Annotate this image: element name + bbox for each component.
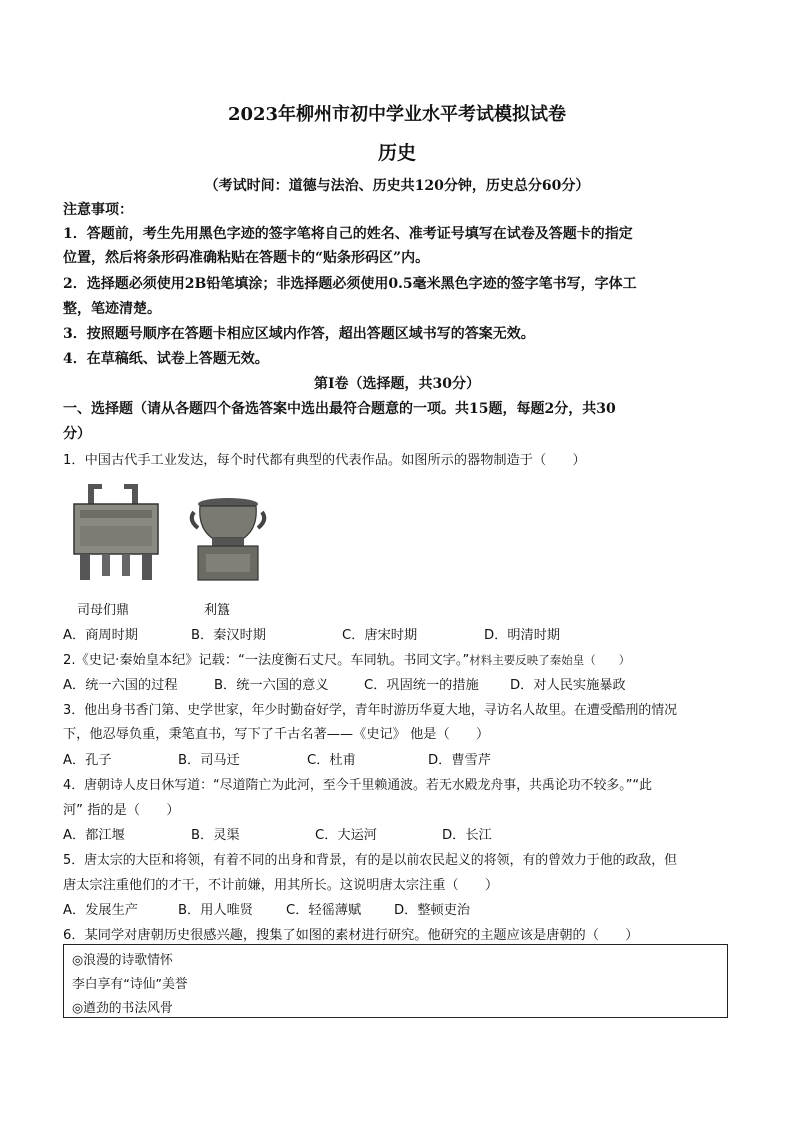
q3-option-d[interactable]: D．曹雪芹 — [428, 753, 491, 768]
caption-ding: 司母们鼎 — [77, 603, 130, 618]
q5-stem-line2: 唐太宗注重他们的才干，不计前嫌，用其所长。这说明唐太宗注重（ ） — [63, 878, 499, 893]
q4-option-c[interactable]: C．大运河 — [315, 828, 377, 843]
q3-stem-line1: 3．他出身书香门第、史学世家，年少时勤奋好学，青年时游历华夏大地，寻访名人故里。在遭受酷刑的情况 — [63, 703, 678, 718]
notice-line-4: 整，笔迹清楚。 — [63, 301, 161, 317]
notice-line-5: 3．按照题号顺序在答题卡相应区域内作答，超出答题区域书写的答案无效。 — [63, 326, 535, 342]
subject-title: 历史 — [377, 142, 416, 164]
q1-option-a[interactable]: A．商周时期 — [63, 628, 138, 643]
q2-option-d[interactable]: D．对人民实施暴政 — [510, 678, 626, 693]
q2-stem-main: 2.《史记·秦始皇本纪》记载：“一法度衡石丈尺。车同轨。书同文字。” — [63, 653, 470, 668]
caption-gui: 利簋 — [204, 603, 231, 618]
q5-stem-line1: 5．唐太宗的大臣和将领，有着不同的出身和背景，有的是以前农民起义的将领，有的曾效力于他的政敌，但 — [63, 853, 678, 868]
q6-stem: 6．某同学对唐朝历史很感兴趣，搜集了如图的素材进行研究。他研究的主题应该是唐朝的（ ） — [63, 928, 639, 943]
notice-line-6: 4．在草稿纸、试卷上答题无效。 — [63, 351, 269, 367]
q1-option-b[interactable]: B．秦汉时期 — [191, 628, 266, 643]
q3-option-b[interactable]: B．司马迁 — [178, 753, 240, 768]
q6-material-1: ◎浪漫的诗歌情怀 — [72, 953, 173, 968]
q1-option-c[interactable]: C．唐宋时期 — [342, 628, 418, 643]
q2-option-b[interactable]: B．统一六国的意义 — [214, 678, 329, 693]
q5-option-c[interactable]: C．轻徭薄赋 — [286, 903, 362, 918]
q6-material-2: 李白享有“诗仙”美誉 — [72, 977, 188, 992]
q5-option-b[interactable]: B．用人唯贤 — [178, 903, 253, 918]
q4-stem-line1: 4．唐朝诗人皮日休写道：“尽道隋亡为此河，至今千里赖通波。若无水殿龙舟事，共禹论功不较多。”“此 — [63, 778, 652, 793]
section-instruction-1: 一、选择题（请从各题四个备选答案中选出最符合题意的一项。共15题，每题2分，共30 — [63, 401, 616, 417]
notice-heading: 注意事项： — [63, 202, 133, 218]
q2-option-a[interactable]: A．统一六国的过程 — [63, 678, 178, 693]
q4-option-b[interactable]: B．灵渠 — [191, 828, 240, 843]
gui-vessel-image — [188, 494, 268, 582]
q3-option-c[interactable]: C．杜甫 — [307, 753, 356, 768]
q6-material-box — [63, 944, 728, 1018]
q1-option-d[interactable]: D．明清时期 — [484, 628, 561, 643]
q1-stem: 1．中国古代手工业发达，每个时代都有典型的代表作品。如图所示的器物制造于（ ） — [63, 453, 586, 468]
q2-stem — [63, 649, 630, 668]
q4-option-a[interactable]: A．都江堰 — [63, 828, 125, 843]
notice-line-2: 位置，然后将条形码准确粘贴在答题卡的“贴条形码区”内。 — [63, 250, 430, 266]
section-instruction-2: 分） — [63, 426, 91, 442]
q3-stem-line2: 下，他忍辱负重，秉笔直书，写下了千古名著——《史记》 他是（ ） — [63, 727, 490, 742]
q6-material-3: ◎遒劲的书法风骨 — [72, 1001, 173, 1016]
q4-option-d[interactable]: D．长江 — [442, 828, 492, 843]
notice-line-3: 2．选择题必须使用2B铅笔填涂；非选择题必须使用0.5毫米黑色字迹的签字笔书写，字体工 — [63, 276, 637, 292]
notice-line-1: 1．答题前，考生先用黑色字迹的签字笔将自己的姓名、准考证号填写在试卷及答题卡的指定 — [63, 226, 633, 242]
q5-option-a[interactable]: A．发展生产 — [63, 903, 138, 918]
ding-vessel-image — [66, 482, 162, 584]
q2-option-c[interactable]: C．巩固统一的措施 — [364, 678, 479, 693]
time-note: （考试时间：道德与法治、历史共120分钟，历史总分60分） — [204, 178, 590, 194]
q5-option-d[interactable]: D．整顿吏治 — [394, 903, 471, 918]
q4-stem-line2: 河” 指的是（ ） — [63, 803, 180, 818]
exam-title: 2023年柳州市初中学业水平考试模拟试卷 — [227, 104, 567, 125]
section-title: 第Ⅰ卷（选择题，共30分） — [313, 376, 481, 392]
q3-option-a[interactable]: A．孔子 — [63, 753, 112, 768]
q2-stem-tail: 材料主要反映了秦始皇（ ） — [469, 653, 631, 667]
